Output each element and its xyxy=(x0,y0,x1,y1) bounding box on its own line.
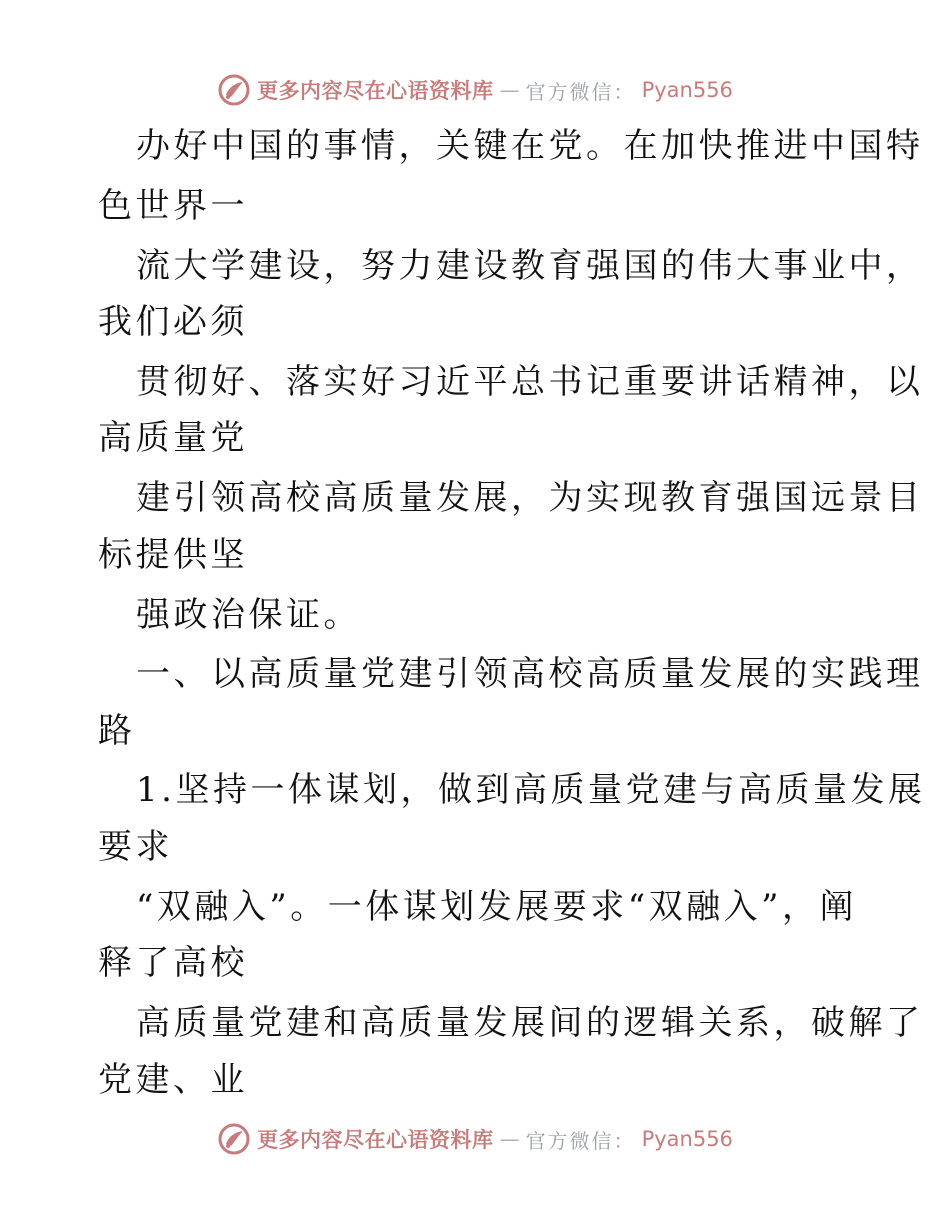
paragraph-line: 释了高校 xyxy=(98,943,248,983)
paragraph-line: 党建、业 xyxy=(98,1060,248,1100)
paragraph-line: 高质量党建和高质量发展间的逻辑关系，破解了 xyxy=(136,1003,924,1043)
paragraph-line: 我们必须 xyxy=(98,302,248,342)
section-heading: 路 xyxy=(98,711,136,751)
watermark-separator: — xyxy=(499,1127,520,1151)
paragraph-line: 色世界一 xyxy=(98,186,248,226)
footer-watermark xyxy=(0,1119,950,1159)
paragraph-line: 强政治保证。 xyxy=(136,595,361,635)
paragraph-line: 流大学建设，努力建设教育强国的伟大事业中， xyxy=(136,246,924,286)
watermark-wechat-label: 官方微信： xyxy=(525,79,636,104)
paragraph-line: 办好中国的事情，关键在党。在加快推进中国特 xyxy=(136,126,924,166)
subsection-heading: 1.坚持一体谋划，做到高质量党建与高质量发展 xyxy=(136,770,926,810)
paragraph-line: “双融入”。一体谋划发展要求“双融入”，阐 xyxy=(136,887,858,927)
section-heading: 一、以高质量党建引领高校高质量发展的实践理 xyxy=(136,654,924,694)
watermark-wechat-id: Pyan556 xyxy=(641,1127,733,1151)
paragraph-line: 贯彻好、落实好习近平总书记重要讲话精神，以 xyxy=(136,362,924,402)
watermark-separator: — xyxy=(499,78,520,102)
paragraph-line: 建引领高校高质量发展，为实现教育强国远景目 xyxy=(136,478,924,518)
paragraph-line: 标提供坚 xyxy=(98,535,248,575)
watermark-text: 更多内容尽在心语资料库 xyxy=(257,78,494,103)
paragraph-line: 高质量党 xyxy=(98,418,248,458)
watermark-wechat-id: Pyan556 xyxy=(641,78,733,102)
brand-logo-icon xyxy=(217,1122,251,1156)
watermark-wechat-label: 官方微信： xyxy=(525,1128,636,1153)
subsection-heading: 要求 xyxy=(98,827,173,867)
watermark-text: 更多内容尽在心语资料库 xyxy=(257,1127,494,1152)
